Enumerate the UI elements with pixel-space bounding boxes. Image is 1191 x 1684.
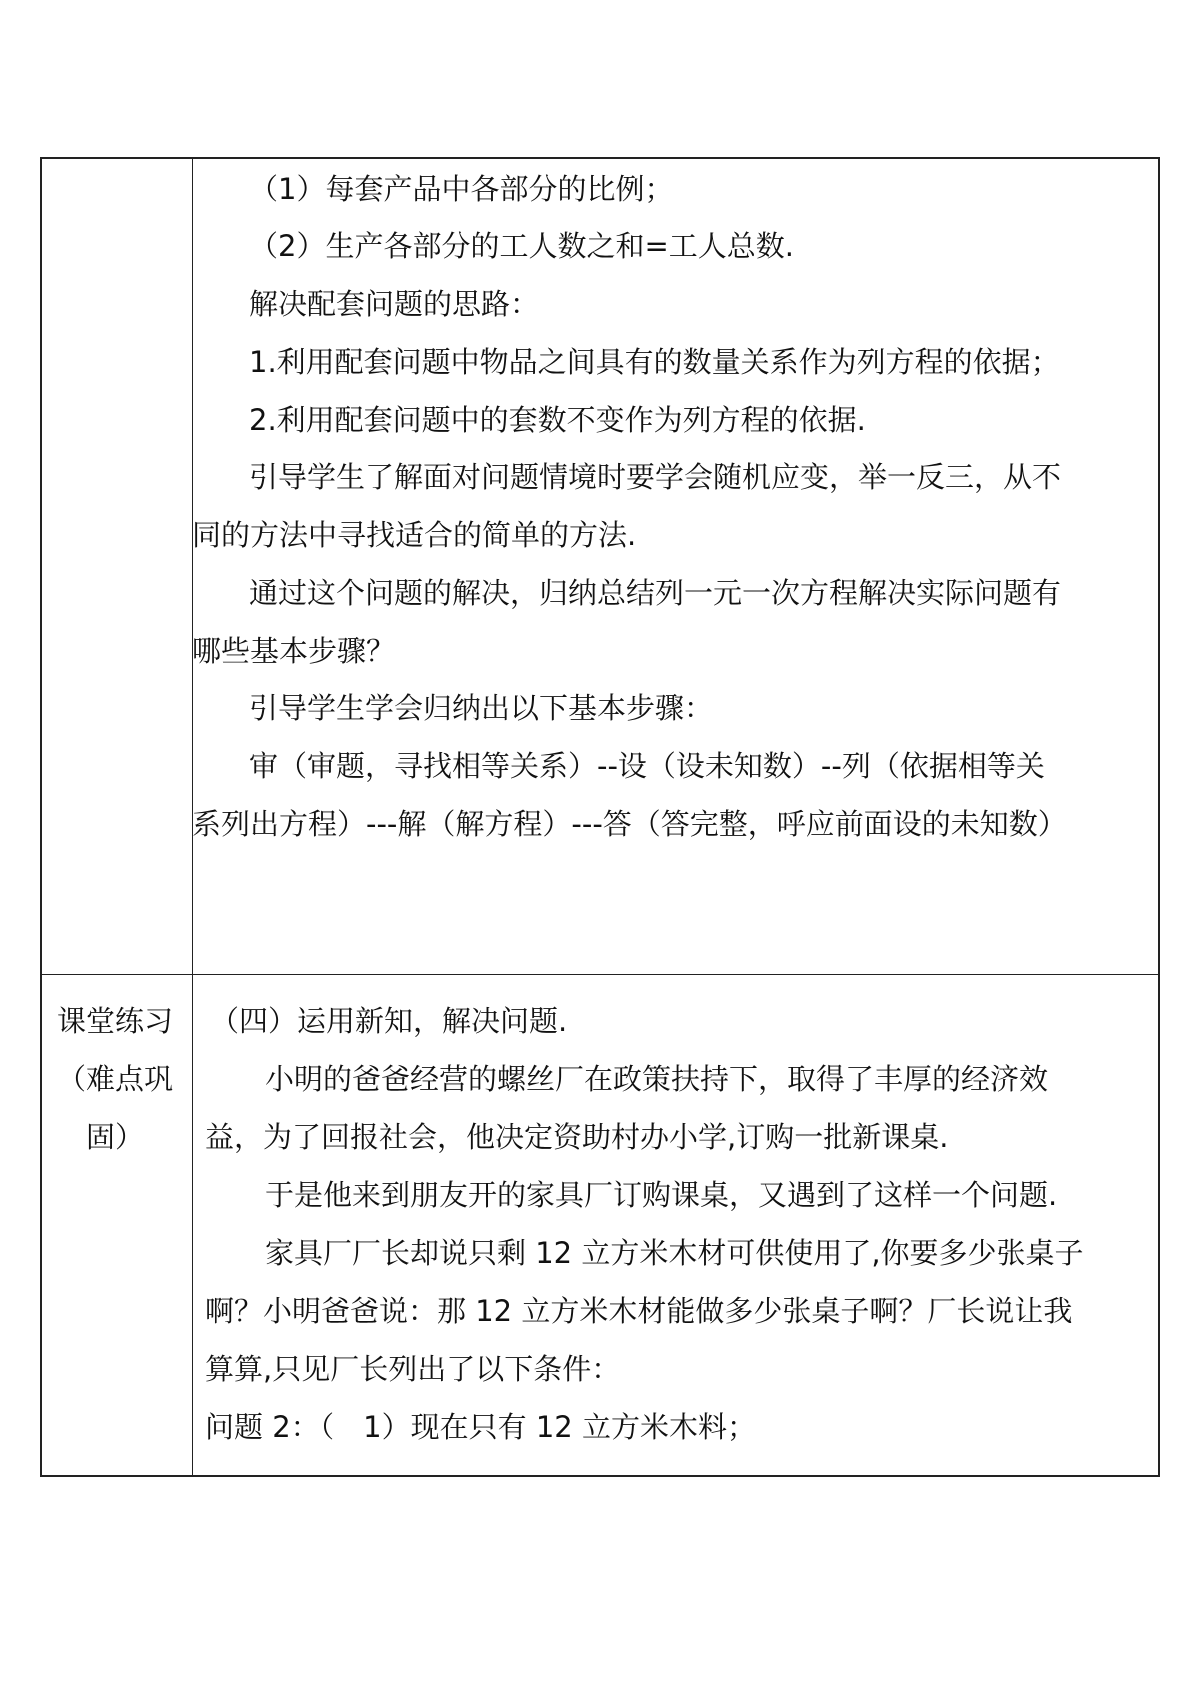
text-line: 1.利用配套问题中物品之间具有的数量关系作为列方程的依据； <box>249 345 1060 379</box>
row-label-line-2: （难点巩 <box>56 1062 173 1096</box>
text-line: （1）每套产品中各部分的比例； <box>249 172 674 206</box>
text-line: （四）运用新知，解决问题. <box>210 1004 568 1038</box>
text-line: （2）生产各部分的工人数之和=工人总数. <box>249 229 794 263</box>
text-line: 引导学生学会归纳出以下基本步骤： <box>249 691 714 725</box>
text-line: 通过这个问题的解决，归纳总结列一元一次方程解决实际问题有 <box>249 576 1062 610</box>
text-line: 解决配套问题的思路： <box>249 287 540 321</box>
text-line: 益，为了回报社会，他决定资助村办小学,订购一批新课桌. <box>205 1120 949 1154</box>
text-line: 系列出方程）---解（解方程）---答（答完整，呼应前面设的未知数） <box>192 807 1067 841</box>
text-line: 小明的爸爸经营的螺丝厂在政策扶持下，取得了丰厚的经济效 <box>265 1062 1049 1096</box>
text-line: 2.利用配套问题中的套数不变作为列方程的依据. <box>249 403 866 437</box>
text-line: 哪些基本步骤？ <box>192 634 396 668</box>
lesson-table <box>40 157 1160 1477</box>
row-label-line-1: 课堂练习 <box>56 1004 173 1038</box>
row-divider <box>42 974 1158 975</box>
text-line: 算算,只见厂长列出了以下条件： <box>205 1352 621 1386</box>
text-line: 同的方法中寻找适合的简单的方法. <box>192 518 637 552</box>
text-line: 于是他来到朋友开的家具厂订购课桌，又遇到了这样一个问题. <box>265 1178 1058 1212</box>
text-line: 引导学生了解面对问题情境时要学会随机应变，举一反三，从不 <box>249 460 1062 494</box>
text-line: 审（审题，寻找相等关系）--设（设未知数）--列（依据相等关 <box>249 749 1045 783</box>
text-line: 家具厂厂长却说只剩 12 立方米木材可供使用了,你要多少张桌子 <box>265 1236 1084 1270</box>
text-line: 问题 2：（ 1）现在只有 12 立方米木料； <box>205 1410 756 1444</box>
text-line: 啊？小明爸爸说：那 12 立方米木材能做多少张桌子啊？厂长说让我 <box>205 1294 1073 1328</box>
row-label-line-3: 固） <box>85 1120 144 1154</box>
